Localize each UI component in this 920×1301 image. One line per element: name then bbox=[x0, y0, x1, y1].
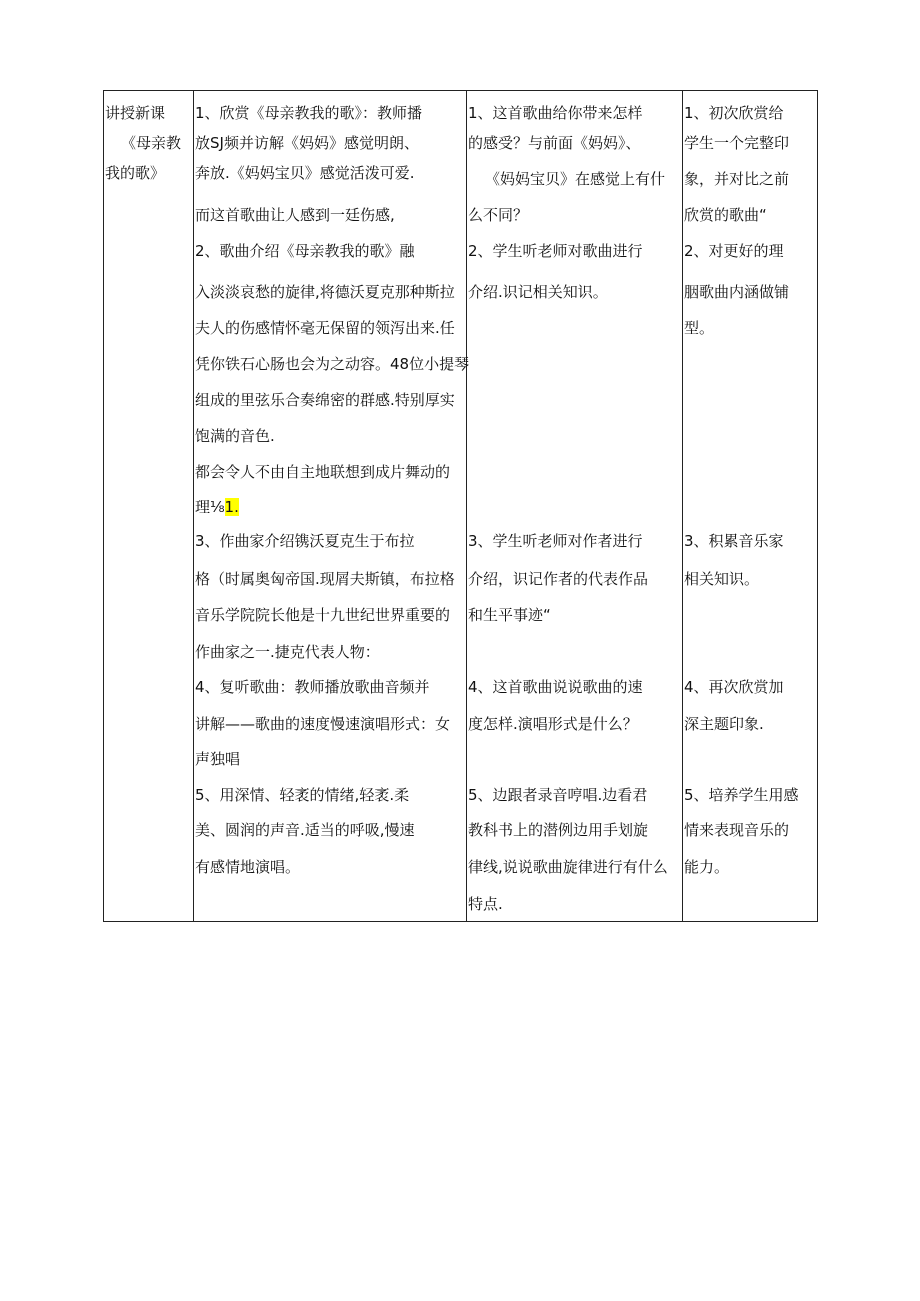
stage-line: 我的歌》 bbox=[105, 164, 166, 182]
teacher-line: 2、歌曲介绍《母亲教我的歌》融 bbox=[195, 242, 415, 260]
teacher-line: 都会令人不由自主地联想到成片舞动的 bbox=[195, 463, 451, 481]
teacher-line: 格（时属奥匈帝国.现屑夫斯镇，布拉格 bbox=[195, 570, 455, 588]
intent-line: 情来表现音乐的 bbox=[684, 821, 790, 839]
highlighted-text: 1. bbox=[224, 498, 239, 516]
teacher-line: 夫人的伤感情怀毫无保留的领泻出来.任 bbox=[195, 319, 455, 337]
teacher-line: 1、欣赏《母亲教我的歌》：教师播 bbox=[195, 104, 423, 122]
intent-line: 相关知识。 bbox=[684, 570, 760, 588]
student-activity-cell bbox=[467, 91, 683, 922]
teacher-line: 饱满的音色. bbox=[195, 427, 275, 445]
intent-line: 欣赏的歌曲“ bbox=[684, 206, 767, 224]
intent-line: 深主题印象. bbox=[684, 715, 764, 733]
teacher-line: 而这首歌曲让人感到一廷伤感, bbox=[195, 206, 395, 224]
student-line: 3、学生听老师对作者进行 bbox=[468, 532, 643, 550]
student-line: 律线,说说歌曲旋律进行有什么 bbox=[468, 858, 668, 876]
teacher-line-text: 理⅛ bbox=[195, 498, 225, 516]
student-line: 的感受？与前面《妈妈》、 bbox=[468, 134, 641, 152]
teacher-activity-cell bbox=[194, 91, 470, 922]
intent-line: 象，并对比之前 bbox=[684, 170, 790, 188]
teacher-line: 有感情地演唱。 bbox=[195, 858, 301, 876]
student-line: 特点. bbox=[468, 895, 503, 913]
design-intent-cell bbox=[683, 91, 818, 922]
student-line: 1、这首歌曲给你带来怎样 bbox=[468, 104, 643, 122]
teacher-line: 美、圆润的声音.适当的呼吸,慢速 bbox=[195, 821, 415, 839]
student-line: 5、边跟者录音哼唱.边看君 bbox=[468, 786, 648, 804]
intent-line: 3、积累音乐家 bbox=[684, 532, 784, 550]
intent-line: 胭歌曲内涵做铺 bbox=[684, 283, 790, 301]
intent-line: 学生一个完整印 bbox=[684, 134, 790, 152]
teacher-line: 放SJ频并访解《妈妈》感觉明朗、 bbox=[195, 134, 419, 152]
teacher-line: 奔放.《妈妈宝贝》感觉活泼可爱. bbox=[195, 164, 415, 182]
teacher-line: 音乐学院院长他是十九世纪世界重要的 bbox=[195, 606, 451, 624]
student-line: 和生平事迹“ bbox=[468, 606, 551, 624]
intent-line: 5、培养学生用感 bbox=[684, 786, 799, 804]
table-row bbox=[104, 91, 818, 922]
intent-line: 型。 bbox=[684, 319, 715, 337]
stage-cell bbox=[104, 91, 194, 922]
student-line: 度怎样.演唱形式是什么？ bbox=[468, 715, 638, 733]
teacher-line: 声独唱 bbox=[195, 750, 241, 768]
stage-line: 讲授新课 bbox=[105, 104, 166, 122]
teacher-line: 入淡淡哀愁的旋律,将德沃夏克那种斯拉 bbox=[195, 283, 455, 301]
student-line: 2、学生听老师对歌曲进行 bbox=[468, 242, 643, 260]
intent-line: 4、再次欣赏加 bbox=[684, 678, 784, 696]
student-line: 4、这首歌曲说说歌曲的速 bbox=[468, 678, 643, 696]
stage-line: 《母亲教 bbox=[121, 134, 182, 152]
teacher-line: 4、复听歌曲：教师播放歌曲音频并 bbox=[195, 678, 430, 696]
student-line: 介绍.识记相关知识。 bbox=[468, 283, 608, 301]
lesson-plan-table bbox=[103, 90, 818, 922]
intent-line: 2、对更好的理 bbox=[684, 242, 784, 260]
student-line: 教科书上的潜例边用手划旋 bbox=[468, 821, 649, 839]
teacher-line: 5、用深情、轻袤的情绪,轻袤.柔 bbox=[195, 786, 410, 804]
teacher-line: 讲解——歌曲的速度慢速演唱形式：女 bbox=[195, 715, 451, 733]
student-line: 介绍，识记作者的代表作品 bbox=[468, 570, 649, 588]
teacher-line-highlight bbox=[195, 496, 239, 518]
intent-line: 能力。 bbox=[684, 858, 730, 876]
intent-line: 1、初次欣赏给 bbox=[684, 104, 784, 122]
teacher-line: 组成的里弦乐合奏绵密的群感.特别厚实 bbox=[195, 391, 455, 409]
teacher-line: 3、作曲家介绍镌沃夏克生于布拉 bbox=[195, 532, 415, 550]
student-line: 么不同？ bbox=[468, 206, 529, 224]
student-line: 《妈妈宝贝》在感觉上有什 bbox=[485, 170, 666, 188]
teacher-line: 凭你铁石心肠也会为之动容。48位小提琴 bbox=[195, 355, 470, 373]
teacher-line: 作曲家之一.捷克代表人物： bbox=[195, 643, 380, 661]
